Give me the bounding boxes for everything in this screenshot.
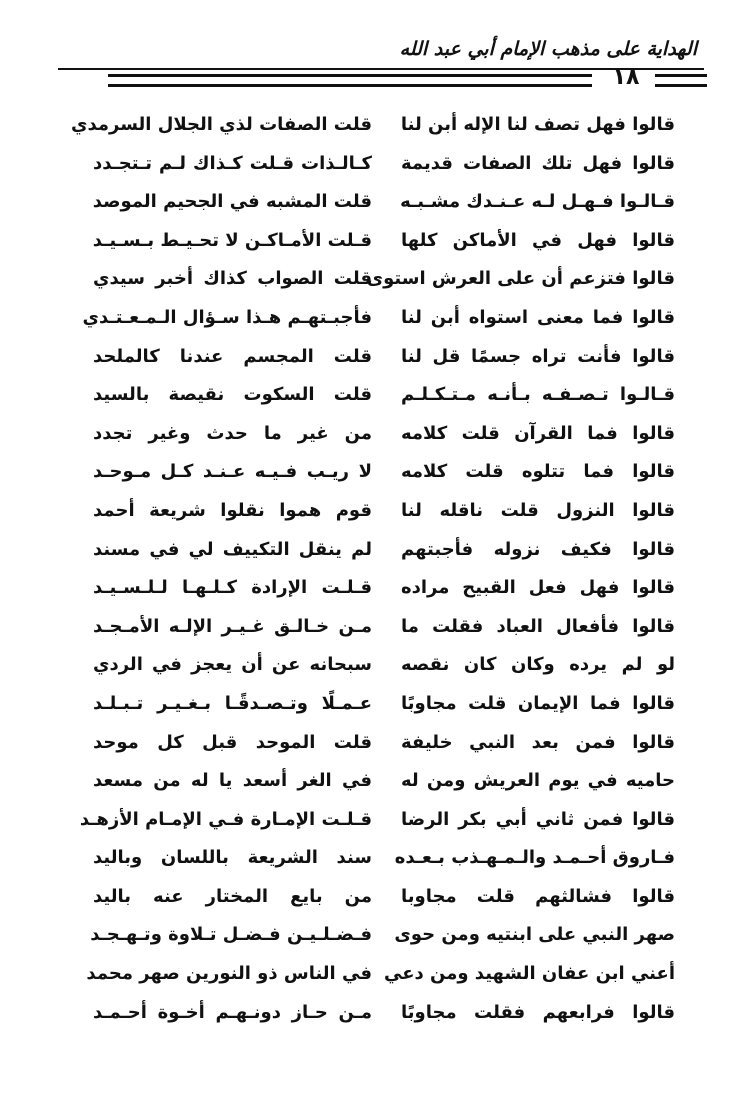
verse-first-hemistich: قالوا فهل في الأماكن كلها bbox=[401, 229, 675, 251]
verse-row bbox=[0, 801, 755, 840]
page-number: ١٨ bbox=[612, 65, 640, 90]
verse-first-hemistich: صهر النبي على ابنتيه ومن حوى bbox=[394, 924, 675, 946]
verse-first-hemistich: فـاروق أحـمـد والـمـهـذب بـعـده bbox=[394, 847, 675, 869]
verse-first-hemistich: قـالـوا تـصـفـه بـأنـه مـتـكـلـم bbox=[401, 384, 675, 406]
verse-row bbox=[0, 878, 755, 917]
verse-first-hemistich: أعني ابن عفان الشهيد ومن دعي bbox=[383, 963, 675, 985]
verse-second-hemistich: لا ريـب فـيـه عـنـد كـل مـوحـد bbox=[93, 461, 372, 483]
verse-row bbox=[0, 222, 755, 261]
verse-first-hemistich: قالوا فكيف نزوله فأجبتهم bbox=[401, 538, 675, 560]
verse-second-hemistich: في الغر أسعد يا له من مسعد bbox=[93, 770, 372, 792]
verse-second-hemistich: كـالـذات قـلت كـذاك لـم تـتجـدد bbox=[93, 152, 372, 174]
verse-second-hemistich: قـلـت الإمـارة فـي الإمـام الأزهـد bbox=[79, 808, 372, 830]
verse-row bbox=[0, 299, 755, 338]
verse-first-hemistich: قالوا فما الإيمان قلت مجاوبًا bbox=[401, 692, 675, 714]
verse-second-hemistich: لم ينقل التكييف لي في مسند bbox=[93, 538, 372, 560]
poem-verses bbox=[0, 106, 755, 1032]
verse-second-hemistich: قلت المشبه في الجحيم الموصد bbox=[92, 191, 372, 213]
verse-first-hemistich: قـالـوا فـهـل لـه عـنـدك مشـبـه bbox=[400, 191, 675, 213]
verse-first-hemistich: قالوا فأنت تراه جسمًا قل لنا bbox=[401, 345, 675, 367]
verse-row bbox=[0, 569, 755, 608]
verse-row bbox=[0, 376, 755, 415]
verse-second-hemistich: من غير ما حدث وغير تجدد bbox=[93, 422, 372, 444]
verse-row bbox=[0, 685, 755, 724]
verse-row bbox=[0, 608, 755, 647]
verse-first-hemistich: قالوا فما معنى استواه أبن لنا bbox=[401, 306, 675, 328]
verse-first-hemistich: قالوا فما القرآن قلت كلامه bbox=[401, 422, 675, 444]
verse-row bbox=[0, 415, 755, 454]
verse-row bbox=[0, 839, 755, 878]
verse-second-hemistich: مـن حـاز دونـهـم أخـوة أحـمـد bbox=[93, 1001, 372, 1023]
verse-row bbox=[0, 145, 755, 184]
verse-second-hemistich: قلت الموحد قبل كل موحد bbox=[93, 731, 372, 753]
verse-first-hemistich: لو لم يرده وكان كان نقصه bbox=[401, 654, 675, 676]
verse-first-hemistich: قالوا فما تتلوه قلت كلامه bbox=[401, 461, 675, 483]
running-header-title: الهداية على مذهب الإمام أبي عبد الله bbox=[399, 38, 697, 60]
verse-second-hemistich: قـلـت الإرادة كـلـهـا لـلـسـيـد bbox=[93, 577, 372, 599]
verse-first-hemistich: قالوا فهل فعل القبيح مراده bbox=[401, 577, 675, 599]
verse-row bbox=[0, 724, 755, 763]
verse-first-hemistich: قالوا فمن ثاني أبي بكر الرضا bbox=[401, 808, 675, 830]
verse-second-hemistich: من بايع المختار عنه باليد bbox=[93, 885, 372, 907]
verse-row bbox=[0, 916, 755, 955]
verse-second-hemistich: عـمـلًا وتـصـدقًـا بـغـيـر تـبـلـد bbox=[93, 692, 372, 714]
verse-first-hemistich: قالوا فتزعم أن على العرش استوى bbox=[366, 268, 675, 290]
verse-second-hemistich: مـن خـالـق غـيـر الإلـه الأمـجـد bbox=[93, 615, 372, 637]
verse-second-hemistich: سند الشريعة باللسان وباليد bbox=[93, 847, 372, 869]
verse-first-hemistich: قالوا فهل تصف لنا الإله أبن لنا bbox=[400, 114, 675, 135]
verse-row bbox=[0, 183, 755, 222]
verse-first-hemistich: قالوا فشالثهم قلت مجاوبا bbox=[401, 885, 675, 907]
verse-row bbox=[0, 646, 755, 685]
verse-first-hemistich: قالوا فرابعهم فقلت مجاوبًا bbox=[401, 1001, 675, 1023]
verse-first-hemistich: قالوا فهل تلك الصفات قديمة bbox=[401, 152, 675, 174]
verse-second-hemistich: قلت السكوت نقيصة بالسيد bbox=[93, 384, 372, 406]
header-double-rule-right bbox=[655, 74, 707, 87]
verse-second-hemistich: قلت الصواب كذاك أخبر سيدي bbox=[93, 268, 372, 290]
verse-second-hemistich: قلت الصفات لذي الجلال السرمدي bbox=[70, 114, 372, 135]
verse-first-hemistich: حاميه في يوم العريش ومن له bbox=[401, 770, 675, 792]
verse-second-hemistich: قـلت الأمـاكـن لا تحـيـط بـسـيـد bbox=[92, 229, 372, 251]
header-double-rule bbox=[108, 74, 592, 87]
verse-row bbox=[0, 531, 755, 570]
verse-second-hemistich: في الناس ذو النورين صهر محمد bbox=[86, 963, 372, 985]
verse-row bbox=[0, 955, 755, 994]
verse-row bbox=[0, 453, 755, 492]
verse-second-hemistich: قوم هموا نقلوا شريعة أحمد bbox=[93, 499, 372, 521]
verse-row bbox=[0, 260, 755, 299]
verse-row bbox=[0, 106, 755, 145]
verse-row bbox=[0, 762, 755, 801]
verse-row bbox=[0, 994, 755, 1033]
verse-second-hemistich: قلت المجسم عندنا كالملحد bbox=[93, 345, 372, 367]
verse-row bbox=[0, 338, 755, 377]
verse-second-hemistich: سبحانه عن أن يعجز في الردي bbox=[93, 654, 372, 676]
verse-second-hemistich: فـضـلـيـن فـضـل تـلاوة وتـهـجـد bbox=[90, 924, 372, 946]
verse-first-hemistich: قالوا النزول قلت ناقله لنا bbox=[401, 499, 675, 521]
verse-second-hemistich: فأجبـتهـم هـذا سـؤال الـمـعـتـدي bbox=[82, 306, 372, 328]
verse-first-hemistich: قالوا فأفعال العباد فقلت ما bbox=[401, 615, 675, 637]
verse-first-hemistich: قالوا فمن بعد النبي خليفة bbox=[401, 731, 675, 753]
verse-row bbox=[0, 492, 755, 531]
